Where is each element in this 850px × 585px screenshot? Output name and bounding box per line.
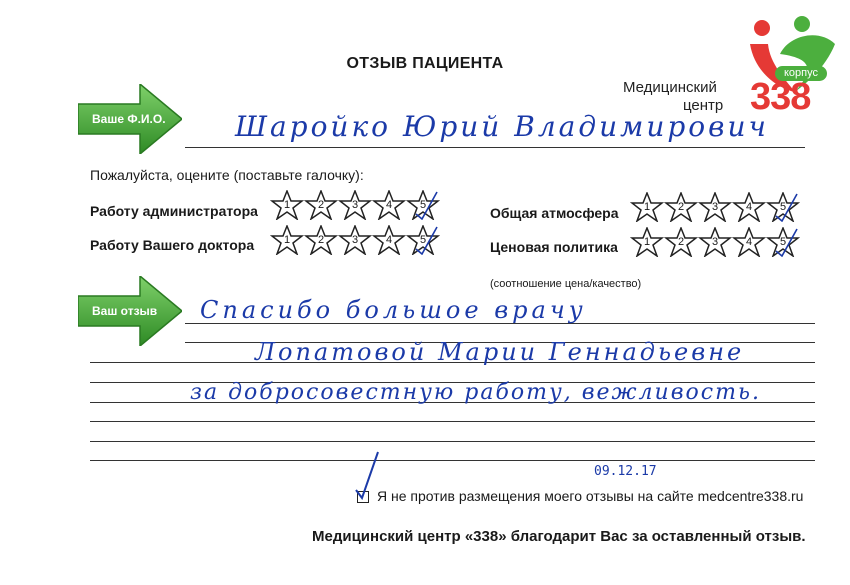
name-line [185,147,805,148]
rating-star[interactable] [270,190,304,220]
logo-badge: корпус [775,66,827,81]
rating-star[interactable] [766,227,800,257]
rate-prompt: Пожалуйста, оцените (поставьте галочку): [90,167,364,183]
star-number: 5 [419,234,427,246]
rating-star[interactable] [338,190,372,220]
rating-stars-doctor[interactable] [270,225,440,255]
star-number: 2 [317,199,325,211]
star-number: 4 [385,199,393,211]
rating-star[interactable] [338,225,372,255]
rating-stars-atmosphere[interactable] [630,192,800,222]
rating-star[interactable] [766,192,800,222]
rating-stars-admin[interactable] [270,190,440,220]
review-text-1: Спасибо большое врачу [200,296,587,324]
star-number: 4 [745,201,753,213]
rating-star[interactable] [732,227,766,257]
star-number: 1 [643,236,651,248]
rating-label-admin: Работу администратора [90,203,258,219]
star-number: 5 [419,199,427,211]
star-number: 3 [351,199,359,211]
star-number: 5 [779,236,787,248]
rating-star[interactable] [732,192,766,222]
star-number: 5 [779,201,787,213]
footer-thanks: Медицинский центр «338» благодарит Вас за оставленный отзыв. [312,528,806,545]
review-label-arrow [78,276,182,346]
review-text-2: Лопатовой Марии Геннадьевне [255,338,745,366]
star-number: 4 [385,234,393,246]
rating-star[interactable] [698,192,732,222]
star-number: 1 [283,234,291,246]
review-label: Ваш отзыв [92,304,158,318]
star-number: 1 [643,201,651,213]
rating-star[interactable] [372,225,406,255]
logo-number: 338 [750,76,811,118]
rating-star[interactable] [698,227,732,257]
form-title: ОТЗЫВ ПАЦИЕНТА [346,55,504,72]
rating-star[interactable] [270,225,304,255]
rating-label-doctor: Работу Вашего доктора [90,237,255,253]
clinic-logo [620,14,845,124]
logo-line-1: Медицинский [623,79,717,96]
logo-line-2: центр [683,97,724,114]
rating-star[interactable] [630,192,664,222]
rating-label-atmosphere: Общая атмосфера [490,205,619,221]
star-number: 3 [351,234,359,246]
review-line-7 [90,441,815,442]
rating-label-price: Ценовая политика [490,239,618,255]
rating-star[interactable] [664,227,698,257]
name-value: Шаройко Юрий Владимирович [235,110,769,143]
star-number: 4 [745,236,753,248]
review-line-8 [90,460,815,461]
star-number: 2 [317,234,325,246]
rating-star[interactable] [372,190,406,220]
star-number: 3 [711,236,719,248]
review-text-3: за добросовестную работу, вежливость. [190,380,761,405]
rating-star[interactable] [304,190,338,220]
price-note: (соотношение цена/качество) [490,278,642,290]
date-stamp: 09.12.17 [594,464,657,479]
star-number: 2 [677,236,685,248]
rating-star[interactable] [406,225,440,255]
rating-star[interactable] [406,190,440,220]
rating-star[interactable] [304,225,338,255]
star-number: 3 [711,201,719,213]
rating-star[interactable] [664,192,698,222]
review-line-6 [90,421,815,422]
rating-star[interactable] [630,227,664,257]
name-label: Ваше Ф.И.О. [92,112,166,126]
star-number: 1 [283,199,291,211]
rating-stars-price[interactable] [630,227,800,257]
name-label-arrow [78,84,182,154]
star-number: 2 [677,201,685,213]
consent-text: Я не против размещения моего отзывы на сайте medcentre338.ru [377,488,804,504]
